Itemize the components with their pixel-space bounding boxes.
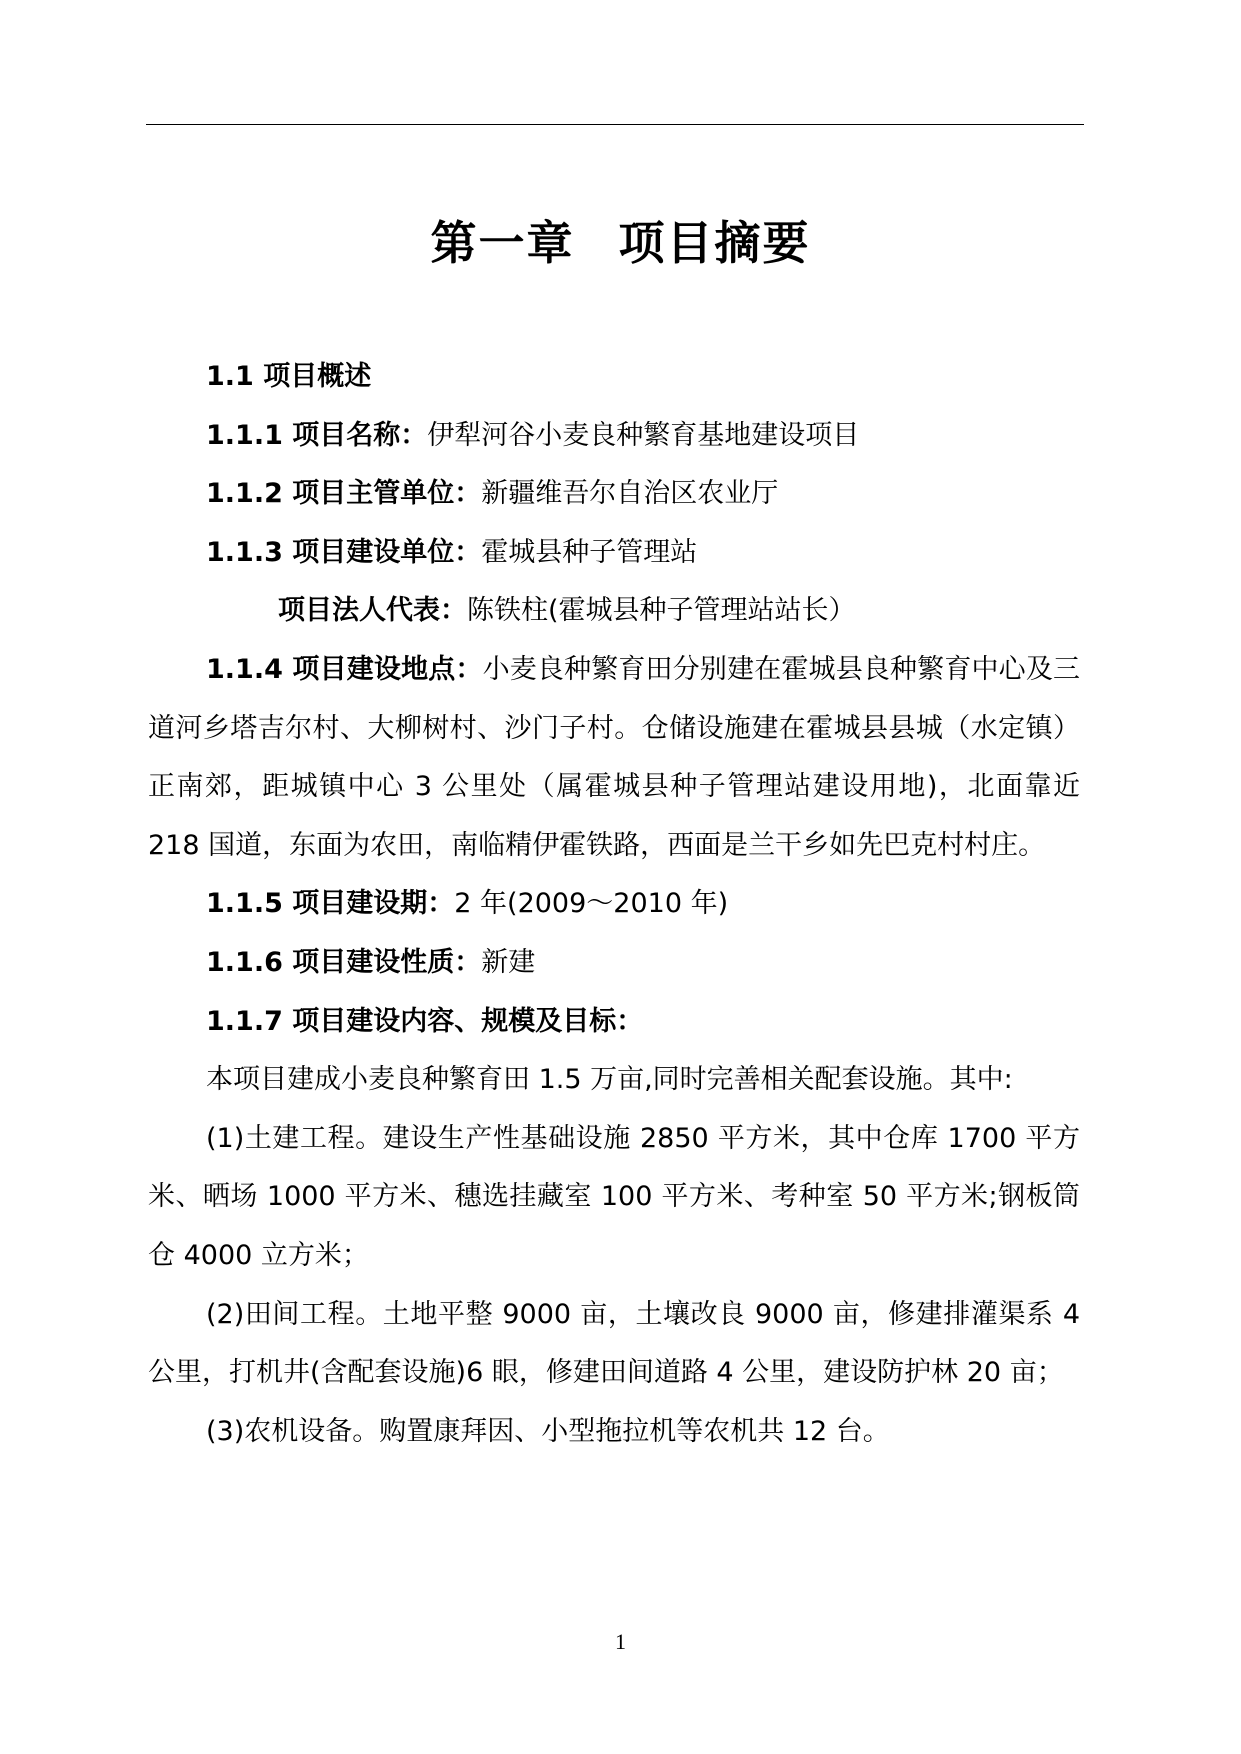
chapter-name: 项目摘要 [618,216,811,270]
item-1-1-1 [148,407,1080,466]
item-label: 项目法人代表： [278,595,467,627]
section-heading-1-1: 1.1 项目概述 [206,361,372,392]
item-value: 霍城县种子管理站 [481,536,698,568]
item-1-1-5 [148,875,1080,934]
item-1-1-6 [148,934,1080,993]
item-label: 1.1.3 项目建设单位： [206,536,482,568]
item-label: 1.1.6 项目建设性质： [206,946,482,978]
item-1-1-2 [148,465,1080,524]
document-body [148,348,1080,1461]
content-item-3: (3)农机设备。购置康拜因、小型拖拉机等农机共 12 台。 [206,1415,890,1447]
item-value: 新疆维吾尔自治区农业厅 [481,478,779,510]
chapter-number: 第一章 [430,216,575,270]
content-item-1: (1)土建工程。建设生产性基础设施 2850 平方米，其中仓库 1700 平方米、晒场 1000 平方米、穗选挂藏室 100 平方米、考种室 50 平方米;钢板筒仓 4000 立方米； [148,1122,1080,1271]
item-label: 1.1.4 项目建设地点： [206,653,483,685]
chapter-title [0,213,1241,273]
item-label: 1.1.5 项目建设期： [206,888,455,920]
item-label: 1.1.1 项目名称： [206,419,428,451]
content-intro: 本项目建成小麦良种繁育田 1.5 万亩,同时完善相关配套设施。其中: [206,1064,1013,1096]
page-number: 1 [615,1629,626,1654]
item-label: 1.1.2 项目主管单位： [206,478,482,510]
header-rule [146,124,1084,125]
item-1-1-3 [148,524,1080,583]
item-1-1-4 [148,641,1080,875]
item-value: 伊犁河谷小麦良种繁育基地建设项目 [427,419,860,451]
content-item-2: (2)田间工程。土地平整 9000 亩，土壤改良 9000 亩，修建排灌渠系 4 公里，打机井(含配套设施)6 眼，修建田间道路 4 公里，建设防护林 20 亩； [148,1298,1080,1389]
item-value: 2 年(2009～2010 年) [454,888,729,920]
item-value: 小麦良种繁育田分别建在霍城县良种繁育中心及三道河乡塔吉尔村、大柳树村、沙门子村。仓储设施建在霍城县县城（水定镇）正南郊，距城镇中心 3 公里处（属霍城县种子管理站建设用地)，北面靠近 218 国道，东面为农田，南临精伊霍铁路，西面是兰干乡如先巴克村村庄。 [148,653,1080,861]
item-value: 新建 [481,946,536,978]
item-value: 陈铁柱(霍城县种子管理站站长） [467,595,856,627]
legal-representative [148,582,1080,641]
item-1-1-7: 1.1.7 项目建设内容、规模及目标： [206,1005,644,1037]
